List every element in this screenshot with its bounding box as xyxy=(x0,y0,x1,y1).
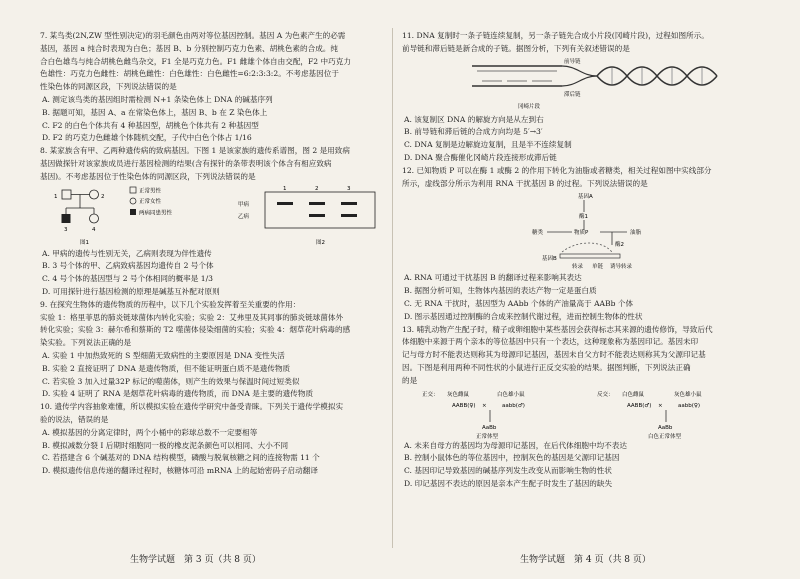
gel-figure xyxy=(238,186,375,246)
page-footer-right: 生物学试题 第 4 页（共 8 页） xyxy=(520,555,651,565)
question-10 xyxy=(40,401,410,478)
svg-text:×: × xyxy=(482,402,487,409)
gel-lane-label: 1 xyxy=(283,185,287,192)
cross-offspring: AaBb xyxy=(658,424,673,431)
q10-option-d: D. 模拟遗传信息传递的翻译过程时，核糖体可沿 mRNA 上的起始密码子启动翻译 xyxy=(42,466,318,476)
legend-both-diseases-male: 两病同患男性 xyxy=(139,210,173,217)
q7-line: 7. 某鸟类(2N,ZW 型性别决定)的羽毛颜色由两对等位基因控制。基因 A 为色素产生的必需 xyxy=(40,31,346,40)
cross-genotype: AABB(♀) xyxy=(452,402,476,409)
q7-option-a: A. 测定该鸟类的基因组时需检测 N+1 条染色体上 DNA 的碱基序列 xyxy=(42,94,273,104)
q10-line: 10. 遗传学内容抽象难懂，所以模拟实验在遗传学研究中备受青睐。下列关于遗传学模拟实 xyxy=(40,402,344,412)
gel-row-label-jia: 甲病 xyxy=(238,201,250,208)
svg-text:×: × xyxy=(658,402,663,409)
q7-line: 性染色体的同源区段，下列说法错误的是 xyxy=(40,82,177,92)
question-11 xyxy=(402,30,774,165)
reciprocal-cross-forward xyxy=(422,390,525,440)
q12-option-d: D. 图示基因通过控制酶的合成来控制代谢过程，进而控制生物体的性状 xyxy=(404,311,643,321)
gene-b-dna xyxy=(560,254,620,258)
q10-option-b: B. 模拟减数分裂 I 后期时细胞同一极的橡皮泥条颜色可以相同、大小不同 xyxy=(42,440,289,450)
page-footer-left: 生物学试题 第 3 页（共 8 页） xyxy=(130,555,261,565)
gene-b-label: 基因B xyxy=(542,256,557,263)
q11-line: 前导链和滞后链是新合成的子链。据图分析，下列有关叙述错误的是 xyxy=(402,43,630,53)
q13-line: 13. 哺乳动物产生配子时，精子或卵细胞中某些基因会获得标志其来源的遗传修饰，导致后代 xyxy=(402,324,713,334)
gene-a-label: 基因A xyxy=(578,194,593,201)
q13-line: 记与母方时不能表达则称其为母源印记基因，基因未自父方时不能表达则称其为父源印记基 xyxy=(402,350,706,360)
q12-line: 所示，虚线部分所示为利用 RNA 干扰基因 B 的过程。下列说法错误的是 xyxy=(402,178,648,188)
q7-option-d: D. F2 的巧克力色雌雄个体随机交配，子代中白色个体占 1/16 xyxy=(42,133,252,143)
gel-lane-label: 2 xyxy=(315,185,319,192)
q8-option-c: C. 4 号个体的基因型与 2 号个体相同的概率是 1/3 xyxy=(42,274,213,284)
figure-2-label: 图2 xyxy=(316,239,325,246)
question-8 xyxy=(40,145,410,299)
pedigree-num: 4 xyxy=(92,226,96,233)
q12-option-b: B. 据图分析可知，生物体内基因的表达产物一定是蛋白质 xyxy=(404,286,597,296)
gel-band xyxy=(309,202,325,205)
pedigree-num: 1 xyxy=(54,193,58,200)
q7-option-c: C. F2 的白色个体共有 4 种基因型，胡桃色个体共有 2 种基因型 xyxy=(42,120,259,130)
cross-genotype: aabb(♂) xyxy=(502,402,525,409)
gel-band xyxy=(341,214,357,217)
substance-p-label: 物质P xyxy=(574,230,589,237)
induced-transcription-label: 诱导转录 xyxy=(610,264,633,271)
reciprocal-cross-reverse xyxy=(597,390,702,440)
q12-option-a: A. RNA 可通过干扰基因 B 的翻译过程来影响其表达 xyxy=(404,273,582,283)
lagging-strand-label: 滞后链 xyxy=(564,91,581,98)
q13-line: 体细胞中来源于两个亲本的等位基因中只有一个表达，这种现象称为基因印记。基因未印 xyxy=(402,337,699,347)
q13-option-a: A. 未来自母方的基因均为母源印记基因，在后代体细胞中均不表达 xyxy=(404,440,627,450)
question-7 xyxy=(40,30,410,145)
cross-reverse-label: 反交： xyxy=(597,391,614,398)
q8-option-d: D. 可用探针进行基因检测的原理是碱基互补配对原则 xyxy=(42,286,220,296)
pedigree-male-1 xyxy=(62,190,71,199)
legend-normal-male: 正常男性 xyxy=(139,188,162,195)
q13-option-c: C. 基因印记导致基因的碱基序列发生改变从而影响生物的性状 xyxy=(404,466,612,476)
left-column xyxy=(40,30,410,478)
q11-option-d: D. DNA 聚合酶催化冈崎片段连接形成滞后链 xyxy=(404,152,557,162)
cross-genotype: AABB(♂) xyxy=(627,402,652,409)
gel-band xyxy=(341,202,357,205)
pedigree-male-3 xyxy=(62,214,71,223)
pedigree-female-2 xyxy=(90,190,99,199)
pedigree-chart xyxy=(54,186,173,246)
gel-band xyxy=(277,202,293,205)
q7-line: 基因，基因 a 纯合时表现为白色；基因 B、b 分别控制巧克力色素、胡桃色素的合成。纯 xyxy=(40,43,338,53)
q8-line: 基因)。不考虑基因位于性染色体的同源区段，下列说法错误的是 xyxy=(40,171,256,181)
q10-line: 验的说法，错误的是 xyxy=(40,414,109,424)
dna-helix xyxy=(597,67,717,85)
q13-line: 因。下图是利用两种不同性状的小鼠进行正反交实验的结果。据图判断，下列说法正确 xyxy=(402,362,691,372)
right-column xyxy=(402,30,774,491)
enzyme-1-label: 酶1 xyxy=(579,214,588,221)
q8-line: 基因做探针对该家族成员进行基因检测的结果(含有探针的条带表明该个体含有相应致病 xyxy=(40,158,332,168)
q8-option-b: B. 3 号个体的甲、乙病致病基因均遗传自 2 号个体 xyxy=(42,261,214,271)
cross-parent: 灰色雌鼠 xyxy=(447,391,470,398)
cross-parent: 灰色雄小鼠 xyxy=(674,391,702,398)
single-strand-label: 单链 xyxy=(592,264,604,271)
q13-option-d: D. 印记基因不表达的原因是亲本产生配子时发生了基因的缺失 xyxy=(404,478,613,488)
q9-option-b: B. 实验 2 直接证明了 DNA 是遗传物质，但不能证明蛋白质不是遗传物质 xyxy=(42,363,291,373)
q8-line: 8. 某家族含有甲、乙两种遗传病的致病基因。下图 1 是该家族的遗传系谱图，图 2 是用致病 xyxy=(40,146,350,156)
q11-option-c: C. DNA 复制是边解旋边复制，且是半不连续复制 xyxy=(404,140,572,150)
cross-forward-label: 正交： xyxy=(422,391,439,398)
cross-figure xyxy=(402,388,774,440)
pedigree-num: 2 xyxy=(101,193,105,200)
q11-option-a: A. 该复制区 DNA 的解旋方向是从左到右 xyxy=(404,114,544,124)
okazaki-fragment-label: 冈崎片段 xyxy=(518,103,541,110)
question-9 xyxy=(40,299,410,401)
q8-figures xyxy=(40,184,410,248)
gel-band xyxy=(309,214,325,217)
q12-option-c: C. 无 RNA 干扰时，基因型为 AAbb 个体的产油量高于 AABb 个体 xyxy=(404,298,634,308)
cross-offspring-phenotype: 白色正常体型 xyxy=(648,433,682,440)
q11-line: 11. DNA 复制时一条子链连续复制，另一条子链先合成小片段(冈崎片段)，过程如图所示。 xyxy=(402,31,709,40)
pedigree-num: 3 xyxy=(64,226,68,233)
q11-option-b: B. 前导链和滞后链的合成方向均是 5′→3′ xyxy=(404,127,543,137)
pathway-figure xyxy=(402,190,774,272)
q8-option-a: A. 甲病的遗传与性别无关，乙病则表现为伴性遗传 xyxy=(42,248,212,258)
q9-option-a: A. 实验 1 中加热致死的 S 型细菌无致病性的主要原因是 DNA 变性失活 xyxy=(42,350,285,360)
cross-genotype: aabb(♀) xyxy=(678,402,701,409)
q9-option-c: C. 若实验 3 加入过量32P 标记的噬菌体，则产生的效果与保温时间过短类似 xyxy=(42,376,300,386)
enzyme-2-label: 酶2 xyxy=(615,242,624,249)
leading-strand-label: 前导链 xyxy=(564,58,581,65)
sugar-label: 糖类 xyxy=(532,230,544,237)
q7-option-b: B. 据题可知，基因 A、a 在常染色体上，基因 B、b 在 Z 染色体上 xyxy=(42,107,268,117)
q9-line: 9. 在探究生物体的遗传物质的历程中，以下几个实验发挥着至关重要的作用： xyxy=(40,299,301,309)
question-12 xyxy=(402,165,774,324)
cross-parent: 白色雄小鼠 xyxy=(497,391,525,398)
gel-row-label-yi: 乙病 xyxy=(238,213,250,220)
cross-parent: 白色雌鼠 xyxy=(622,391,645,398)
lipid-label: 油脂 xyxy=(630,230,642,237)
q9-line: 染实验。下列说法正确的是 xyxy=(40,338,132,348)
pedigree-and-gel-figure xyxy=(40,184,410,248)
question-13 xyxy=(402,324,774,491)
q9-line: 实验 1：格里菲思的肺炎链球菌体内转化实验；实验 2：艾弗里及其同事的肺炎链球菌体外 xyxy=(40,312,344,322)
figure-1-label: 图1 xyxy=(80,239,89,246)
cross-offspring-phenotype: 正常体型 xyxy=(476,433,499,440)
dna-replication-figure xyxy=(402,56,774,114)
q12-line: 12. 已知物质 P 可以在酶 1 或酶 2 的作用下转化为油脂或者糖类，相关过程如图中实线部分 xyxy=(402,165,712,175)
cross-offspring: AaBb xyxy=(482,424,497,431)
q7-line: 合白色雄鸟与纯合胡桃色雌鸟杂交，F1 全是巧克力色。F1 雌雄个体自由交配，F2 中巧克力 xyxy=(40,56,351,66)
gel-lane-label: 3 xyxy=(347,185,351,192)
q10-option-a: A. 模拟基因的分离定律时，两个小桶中的彩球总数不一定要相等 xyxy=(42,427,258,437)
legend-normal-female: 正常女性 xyxy=(139,198,162,205)
transcription-label: 转录 xyxy=(572,264,584,271)
q9-option-d: D. 实验 4 证明了 RNA 是烟草花叶病毒的遗传物质，而 DNA 是主要的遗传物质 xyxy=(42,389,314,399)
q7-line: 色雄性：巧克力色雌性：胡桃色雌性：白色雄性：白色雌性=6:2:3:3:2。不考虑基因位于 xyxy=(40,69,339,79)
q10-option-c: C. 若搭建含 6 个碱基对的 DNA 结构模型，磷酸与脱氧核糖之间的连接物需 11 个 xyxy=(42,453,320,463)
q9-line: 转化实验；实验 3：赫尔希和蔡斯的 T2 噬菌体侵染细菌的实验；实验 4：烟草花叶病毒的感 xyxy=(40,325,351,335)
q13-option-b: B. 控制小鼠体色的等位基因中，控制灰色的基因是父源印记基因 xyxy=(404,453,620,463)
q13-line: 的是 xyxy=(402,375,418,385)
pedigree-female-4 xyxy=(90,214,99,223)
